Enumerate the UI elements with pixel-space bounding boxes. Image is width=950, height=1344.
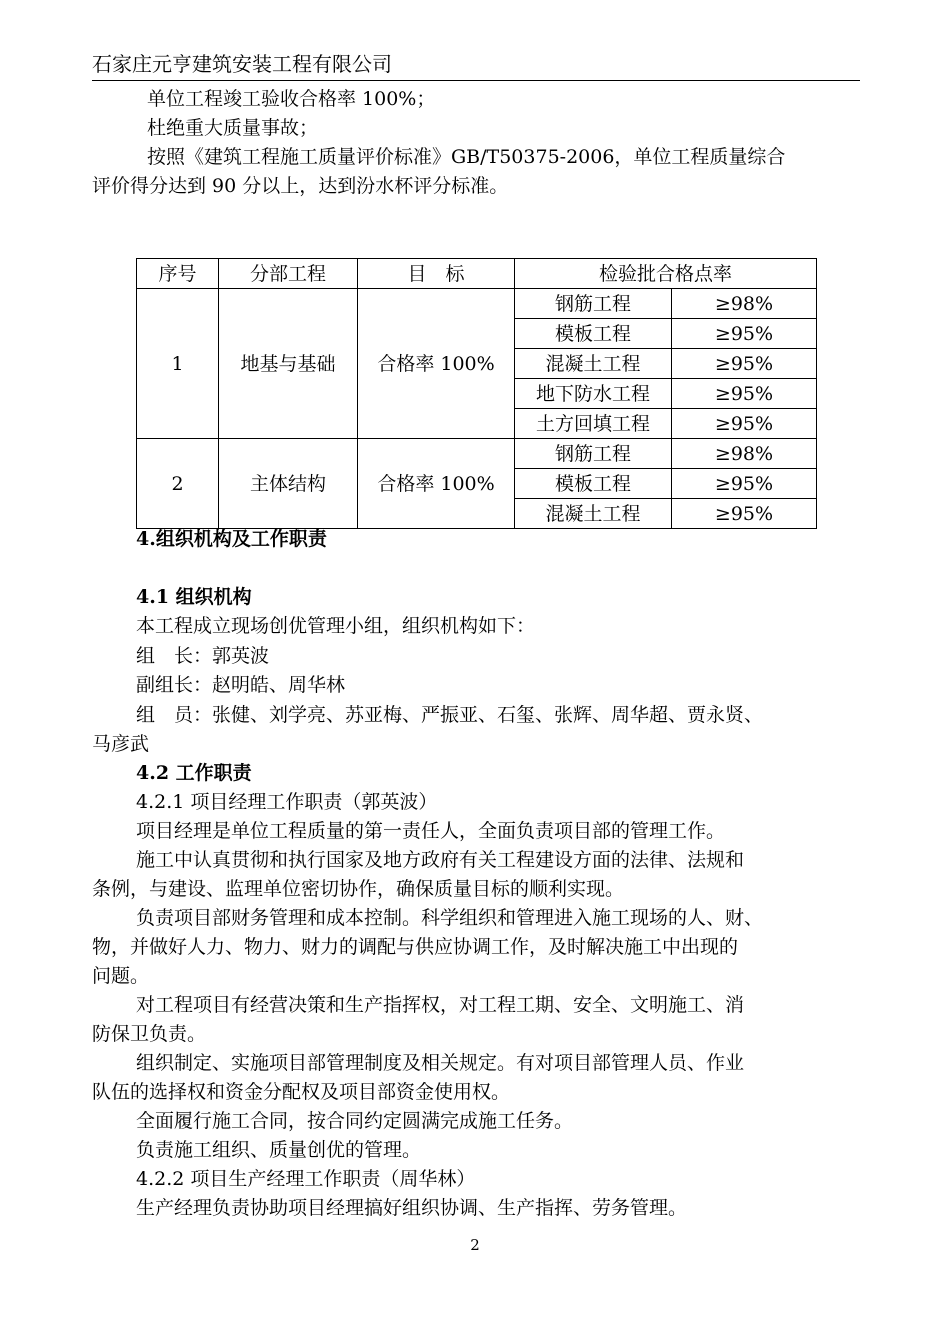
item-name: 混凝土工程	[515, 349, 672, 379]
intro-line: 按照《建筑工程施工质量评价标准》GB/T50375-2006，单位工程质量综合	[147, 146, 786, 168]
item-rate: ≥95%	[672, 499, 817, 529]
item-name: 地下防水工程	[515, 379, 672, 409]
group-part: 地基与基础	[219, 289, 358, 439]
section-4-title: 4.组织机构及工作职责	[136, 528, 327, 550]
paragraph-line: 负责施工组织、质量创优的管理。	[136, 1139, 422, 1161]
paragraph-line: 条例，与建设、监理单位密切协作，确保质量目标的顺利实现。	[92, 878, 625, 900]
paragraph-line: 项目经理是单位工程质量的第一责任人，全面负责项目部的管理工作。	[136, 820, 726, 842]
header-target: 目 标	[358, 259, 515, 289]
item-name: 钢筋工程	[515, 439, 672, 469]
quality-target-table	[136, 258, 817, 529]
org-line: 本工程成立现场创优管理小组，组织机构如下：	[136, 615, 536, 637]
intro-line: 单位工程竣工验收合格率 100%；	[147, 88, 436, 110]
paragraph-line: 队伍的选择权和资金分配权及项目部资金使用权。	[92, 1081, 511, 1103]
item-name: 土方回填工程	[515, 409, 672, 439]
paragraph-line: 问题。	[92, 965, 150, 987]
paragraph-line: 施工中认真贯彻和执行国家及地方政府有关工程建设方面的法律、法规和	[136, 849, 745, 871]
header-no: 序号	[137, 259, 219, 289]
paragraph-line: 防保卫负责。	[92, 1023, 207, 1045]
group-target: 合格率 100%	[358, 289, 515, 439]
table-row	[137, 289, 817, 319]
table-header-row	[137, 259, 817, 289]
org-members-cont: 马彦武	[92, 733, 150, 755]
item-rate: ≥98%	[672, 289, 817, 319]
org-deputy: 副组长：赵明皓、周华林	[136, 674, 346, 696]
section-4-2-2-title: 4.2.2 项目生产经理工作职责（周华林）	[136, 1168, 476, 1190]
item-name: 钢筋工程	[515, 289, 672, 319]
paragraph-line: 对工程项目有经营决策和生产指挥权，对工程工期、安全、文明施工、消	[136, 994, 745, 1016]
group-part: 主体结构	[219, 439, 358, 529]
item-rate: ≥95%	[672, 409, 817, 439]
intro-line: 评价得分达到 90 分以上，达到汾水杯评分标准。	[92, 175, 509, 197]
paragraph-line: 物，并做好人力、物力、财力的调配与供应协调工作，及时解决施工中出现的	[92, 936, 739, 958]
org-members: 组 员：张健、刘学亮、苏亚梅、严振亚、石玺、张辉、周华超、贾永贤、	[136, 704, 764, 726]
item-rate: ≥95%	[672, 379, 817, 409]
group-no: 1	[137, 289, 219, 439]
item-name: 模板工程	[515, 469, 672, 499]
item-name: 模板工程	[515, 319, 672, 349]
section-4-1-title: 4.1 组织机构	[136, 586, 252, 608]
item-name: 混凝土工程	[515, 499, 672, 529]
paragraph-line: 全面履行施工合同，按合同约定圆满完成施工任务。	[136, 1110, 574, 1132]
page-number: 2	[470, 1236, 480, 1254]
header-rate: 检验批合格点率	[515, 259, 817, 289]
item-rate: ≥95%	[672, 469, 817, 499]
paragraph-line: 组织制定、实施项目部管理制度及相关规定。有对项目部管理人员、作业	[136, 1052, 745, 1074]
page-header	[92, 52, 860, 81]
table-row	[137, 439, 817, 469]
intro-line: 杜绝重大质量事故；	[147, 117, 319, 139]
paragraph-line: 生产经理负责协助项目经理搞好组织协调、生产指挥、劳务管理。	[136, 1197, 688, 1219]
group-no: 2	[137, 439, 219, 529]
section-4-2-title: 4.2 工作职责	[136, 762, 252, 784]
item-rate: ≥98%	[672, 439, 817, 469]
header-part: 分部工程	[219, 259, 358, 289]
section-4-2-1-title: 4.2.1 项目经理工作职责（郭英波）	[136, 791, 438, 813]
company-name: 石家庄元亨建筑安装工程有限公司	[92, 52, 392, 76]
group-target: 合格率 100%	[358, 439, 515, 529]
paragraph-line: 负责项目部财务管理和成本控制。科学组织和管理进入施工现场的人、财、	[136, 907, 764, 929]
item-rate: ≥95%	[672, 349, 817, 379]
org-leader: 组 长：郭英波	[136, 645, 270, 667]
item-rate: ≥95%	[672, 319, 817, 349]
